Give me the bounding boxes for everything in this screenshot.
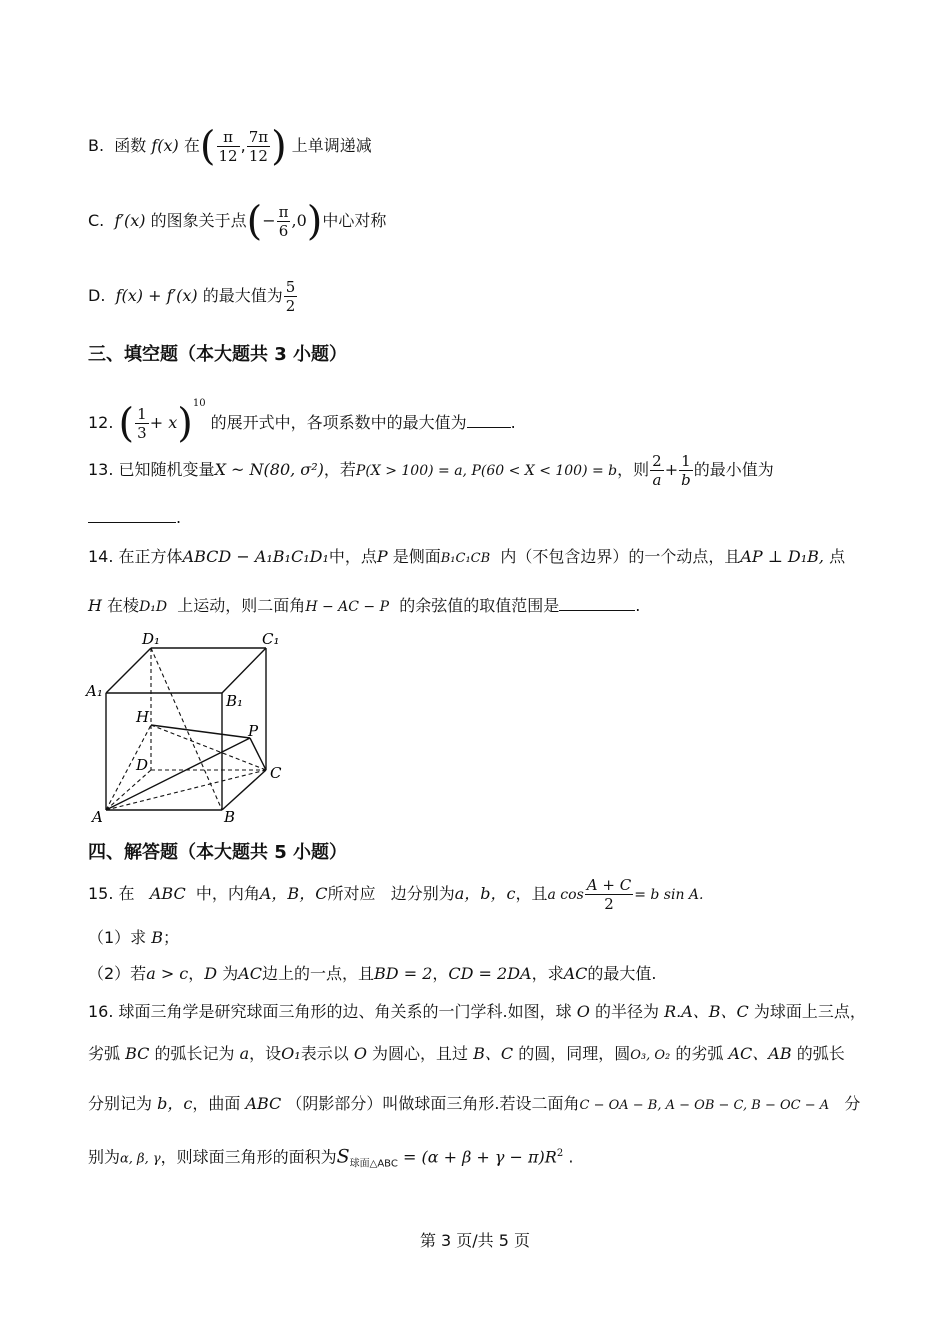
- fraction: $\frac{1}{b}$: [681, 452, 691, 489]
- answer-blank[interactable]: [88, 522, 176, 523]
- section-heading-4: 四、解答题（本大题共 5 小题）: [88, 842, 348, 863]
- vertex-label-b1: B₁: [226, 692, 244, 710]
- edge-a1-d1: [106, 648, 151, 693]
- question-13: 13. 已知随机变量X ~ N(80, σ²)，若P(X > 100) = a, P(60 < X < 100) = b，则 $\frac{2}{a}$ + $\frac{1}{b}$ 的最小值为: [88, 452, 774, 489]
- option-b-label: B.: [88, 136, 105, 155]
- question-14: 14. 在正方体ABCD − A₁B₁C₁D₁中，点P 是侧面B₁C₁CB 内（不包含边界）的一个动点，且AP ⊥ D₁B, 点: [88, 547, 846, 566]
- page-footer: 第 3 页/共 5 页: [419, 1231, 531, 1250]
- question-15-part-2: （2）若a > c，D 为AC边上的一点，且BD = 2，CD = 2DA，求AC的最大值.: [88, 964, 657, 983]
- vertex-label-h: H: [136, 708, 150, 726]
- vertex-label-a: A: [92, 808, 103, 826]
- vertex-label-b: B: [224, 808, 236, 826]
- question-15-part-1: （1）求 B；: [88, 928, 180, 947]
- question-16-line-2: 劣弧 BC 的弧长记为 a，设O₁表示以 O 为圆心，且过 B、C 的圆，同理，圆O₃, O₂ 的劣弧 AC、AB 的弧长: [88, 1044, 845, 1063]
- fraction: $\frac{1}{3}$: [137, 405, 147, 442]
- segment-p-c: [250, 738, 266, 770]
- segment-h-p: [151, 725, 250, 738]
- answer-blank[interactable]: [559, 610, 635, 611]
- fraction: $\frac{\pi}{12}$: [218, 128, 238, 165]
- vertex-label-d1: D₁: [142, 630, 161, 648]
- fraction: $\frac{\pi}{6}$: [278, 203, 289, 240]
- question-14-cont: H 在棱D₁D 上运动，则二面角H − AC − P 的余弦值的取值范围是 .: [88, 596, 641, 615]
- vertex-label-d: D: [136, 756, 149, 774]
- segment-a-c: [106, 770, 266, 810]
- question-13-answer: .: [88, 506, 181, 530]
- segment-a-p: [106, 738, 250, 810]
- answer-blank[interactable]: [467, 427, 511, 428]
- vertex-label-a1: A₁: [86, 682, 103, 700]
- question-16-line-4: 别为α, β, γ，则球面三角形的面积为$S_{球面\triangle ABC} = (\alpha + \beta + \gamma - \pi)R^2$ .: [88, 1145, 574, 1170]
- fraction: $\frac{7\pi}{12}$: [248, 128, 269, 165]
- cube-figure: [84, 630, 294, 826]
- question-12: 12. ( $\frac{1}{3}$ + x)$^{10}$ 的展开式中，各项系数中的最大值为 .: [88, 398, 516, 447]
- section-heading-3: 三、填空题（本大题共 3 小题）: [88, 344, 348, 365]
- vertex-label-c1: C₁: [262, 630, 280, 648]
- fraction: $\frac{5}{2}$: [285, 278, 296, 315]
- vertex-label-p: P: [248, 722, 259, 740]
- option-c: C. f′(x) 的图象关于点(− $\frac{\pi}{6}$ ,0)中心对称: [88, 198, 387, 245]
- question-16-line-1: 16. 球面三角学是研究球面三角形的边、角关系的一门学科.如图，球 O 的半径为 R.A、B、C 为球面上三点，: [88, 1002, 866, 1021]
- question-16-line-3: 分别记为 b，c，曲面 ABC （阴影部分）叫做球面三角形.若设二面角C − OA − B, A − OB − C, B − OC − A 分: [88, 1094, 861, 1113]
- fraction: $\frac{2}{a}$: [652, 452, 662, 489]
- vertex-label-c: C: [270, 764, 282, 782]
- edge-b1-c1: [222, 648, 266, 693]
- option-b: B. 函数 f(x) 在( $\frac{\pi}{12}$ , $\frac{7\pi}{12}$ ) 上单调递减: [88, 123, 372, 170]
- question-15: 15. 在 ABC 中，内角A，B，C所对应 边分别为a，b，c，且a cos $\frac{A + C}{2}$ = b sin A.: [88, 876, 704, 913]
- fraction: $\frac{A + C}{2}$: [586, 876, 632, 913]
- option-d: D. f(x) + f′(x) 的最大值为 $\frac{5}{2}$: [88, 278, 296, 315]
